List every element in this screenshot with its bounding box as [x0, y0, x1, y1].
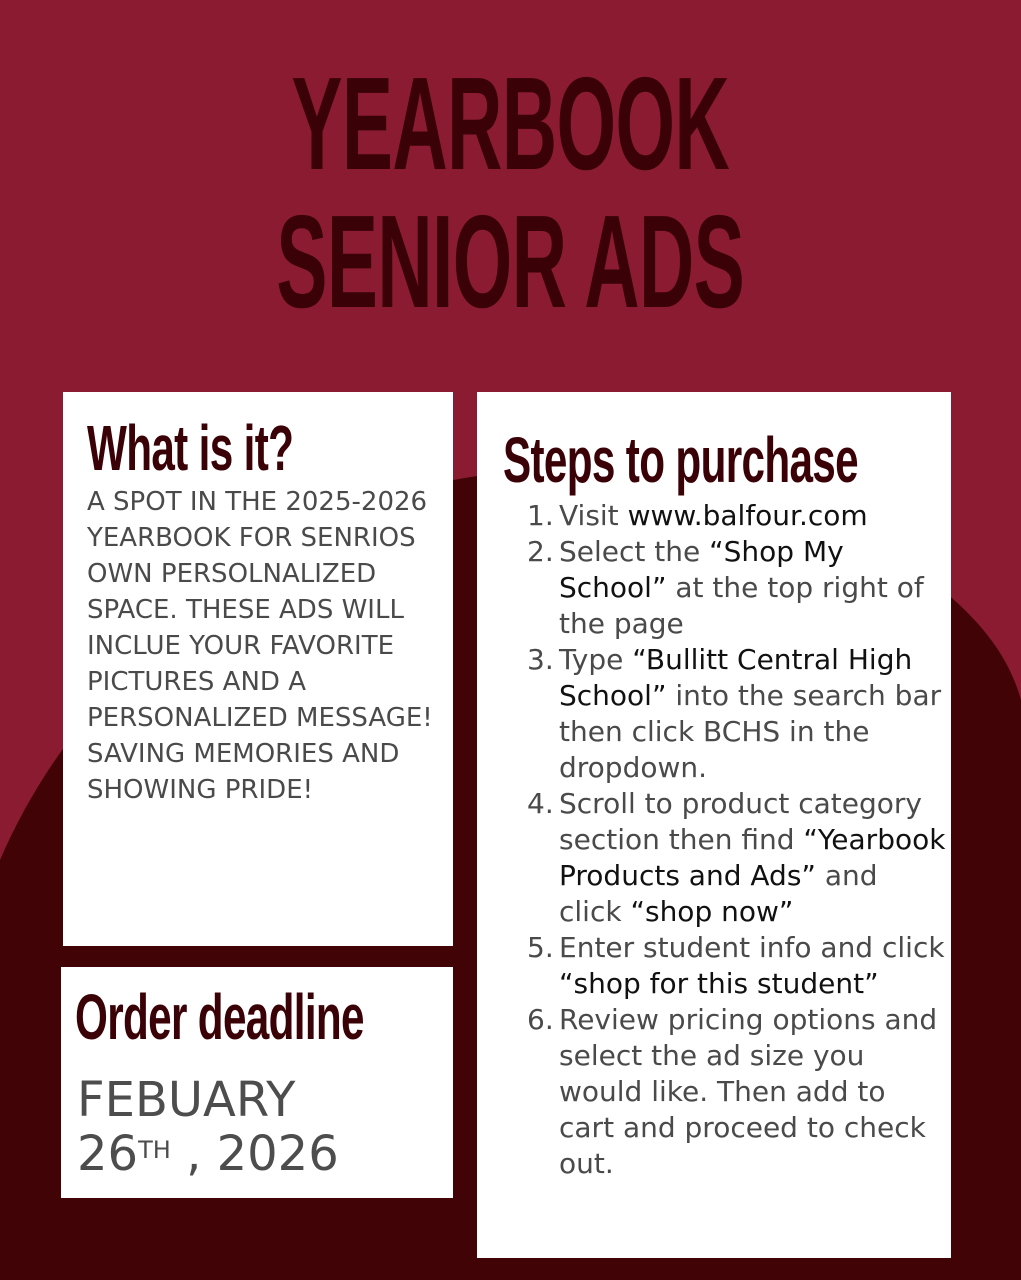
step-item: 3. Type “Bullitt Central High School” into the search bar then click BCHS in the dropdown. — [527, 643, 942, 784]
steps-card — [477, 392, 951, 1258]
deadline-month: FEBUARY — [77, 1072, 296, 1128]
what-is-it-card — [63, 392, 453, 946]
deadline-date — [77, 1073, 339, 1181]
step-item: 5. Enter student info and click “shop for this student” — [527, 931, 945, 1000]
title-line-1: YEARBOOK — [291, 50, 730, 197]
deadline-day: 26 — [77, 1126, 139, 1182]
what-is-it-heading: What is it? — [87, 412, 294, 484]
deadline-year: , 2026 — [186, 1126, 339, 1182]
order-deadline-heading: Order deadline — [75, 981, 364, 1053]
step-item: 6. Review pricing options and select the ad size you would like. Then add to cart and proceed to check out. — [527, 1003, 938, 1180]
poster-title — [214, 50, 806, 335]
step-item: 4. Scroll to product category section then find “Yearbook Products and Ads” and click “shop now” — [527, 787, 946, 928]
what-is-it-body: A SPOT IN THE 2025-2026 YEARBOOK FOR SENRIOS OWN PERSOLNALIZED SPACE. THESE ADS WILL INCLUE YOUR FAVORITE PICTURES AND A PERSONALIZED MESSAGE! SAVING MEMORIES AND SHOWING PRIDE! — [87, 487, 433, 805]
steps-heading: Steps to purchase — [503, 424, 858, 496]
step-item: 1. Visit www.balfour.com — [527, 499, 868, 532]
deadline-day-suffix: TH — [138, 1136, 171, 1164]
steps-list — [527, 498, 947, 1182]
title-line-2: SENIOR ADS — [276, 188, 745, 335]
step-item: 2. Select the “Shop My School” at the top right of the page — [527, 535, 924, 640]
order-deadline-card — [61, 967, 453, 1198]
